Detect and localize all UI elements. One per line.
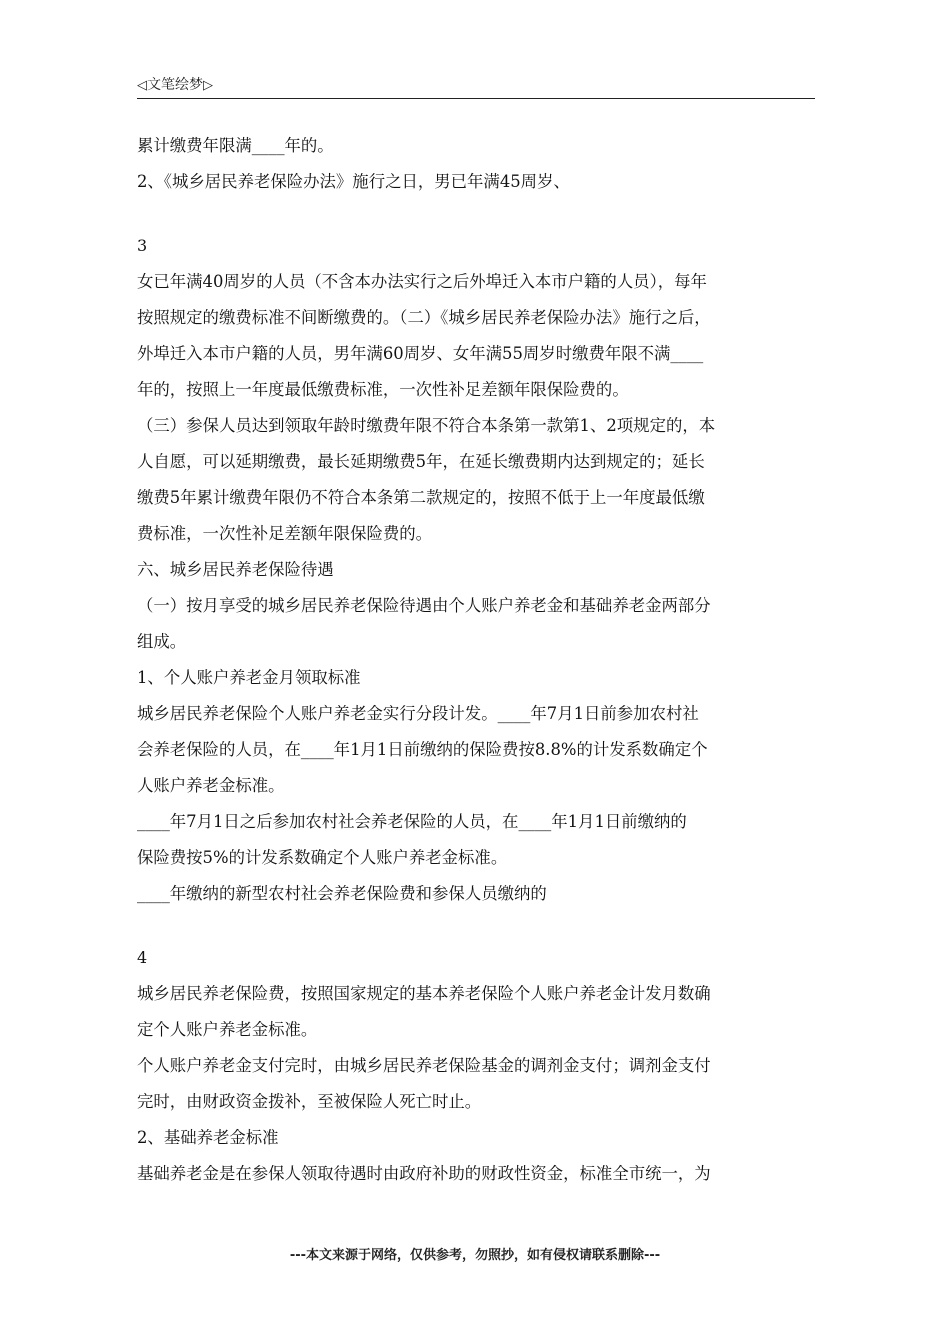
text-line: 完时，由财政资金拨补，至被保险人死亡时止。	[137, 1092, 482, 1111]
text-line: ____年7月1日之后参加农村社会养老保险的人员，在____年1月1日前缴纳的	[137, 812, 687, 831]
left-triangle-icon: ◁	[137, 78, 147, 93]
text-line: 保险费按5%的计发系数确定个人账户养老金标准。	[137, 848, 508, 867]
document-body	[137, 128, 817, 1192]
text-line: ____年缴纳的新型农村社会养老保险费和参保人员缴纳的	[137, 884, 547, 903]
text-line: 缴费5年累计缴费年限仍不符合本条第二款规定的，按照不低于上一年度最低缴	[137, 488, 705, 507]
page-header	[137, 70, 815, 99]
page-number: 4	[137, 948, 148, 967]
page-break-gap	[137, 200, 817, 228]
text-line: （三）参保人员达到领取年龄时缴费年限不符合本条第一款第1、2项规定的，本	[137, 416, 716, 435]
footer-disclaimer: ---本文来源于网络，仅供参考，勿照抄，如有侵权请联系删除---	[289, 1248, 661, 1263]
text-line: 费标准，一次性补足差额年限保险费的。	[137, 524, 433, 543]
text-line: 六、城乡居民养老保险待遇	[137, 560, 334, 579]
text-line: 人自愿，可以延期缴费，最长延期缴费5年，在延长缴费期内达到规定的；延长	[137, 452, 705, 471]
page-break-gap	[137, 912, 817, 940]
text-line: 城乡居民养老保险个人账户养老金实行分段计发。____年7月1日前参加农村社	[137, 704, 699, 723]
right-triangle-icon: ▷	[203, 78, 213, 93]
text-line: 2、《城乡居民养老保险办法》施行之日，男已年满45周岁、	[137, 172, 570, 191]
brand-logo	[137, 74, 213, 94]
text-line: 累计缴费年限满____年的。	[137, 136, 334, 155]
text-line: 组成。	[137, 632, 187, 651]
text-line: 1、个人账户养老金月领取标准	[137, 668, 361, 687]
text-line: 基础养老金是在参保人领取待遇时由政府补助的财政性资金，标准全市统一，为	[137, 1164, 711, 1183]
text-line: 城乡居民养老保险费，按照国家规定的基本养老保险个人账户养老金计发月数确	[137, 984, 711, 1003]
text-line: 年的，按照上一年度最低缴费标准，一次性补足差额年限保险费的。	[137, 380, 629, 399]
brand-name: 文笔绘梦	[147, 77, 203, 93]
text-line: （一）按月享受的城乡居民养老保险待遇由个人账户养老金和基础养老金两部分	[137, 596, 711, 615]
text-line: 个人账户养老金支付完时，由城乡居民养老保险基金的调剂金支付；调剂金支付	[137, 1056, 711, 1075]
text-line: 外埠迁入本市户籍的人员，男年满60周岁、女年满55周岁时缴费年限不满____	[137, 344, 704, 363]
text-line: 2、基础养老金标准	[137, 1128, 279, 1147]
text-line: 定个人账户养老金标准。	[137, 1020, 318, 1039]
page-number: 3	[137, 236, 148, 255]
text-line: 人账户养老金标准。	[137, 776, 285, 795]
text-line: 按照规定的缴费标准不间断缴费的。（二）《城乡居民养老保险办法》施行之后，	[137, 308, 711, 327]
text-line: 女已年满40周岁的人员（不含本办法实行之后外埠迁入本市户籍的人员），每年	[137, 272, 707, 291]
text-line: 会养老保险的人员，在____年1月1日前缴纳的保险费按8.8%的计发系数确定个	[137, 740, 708, 759]
